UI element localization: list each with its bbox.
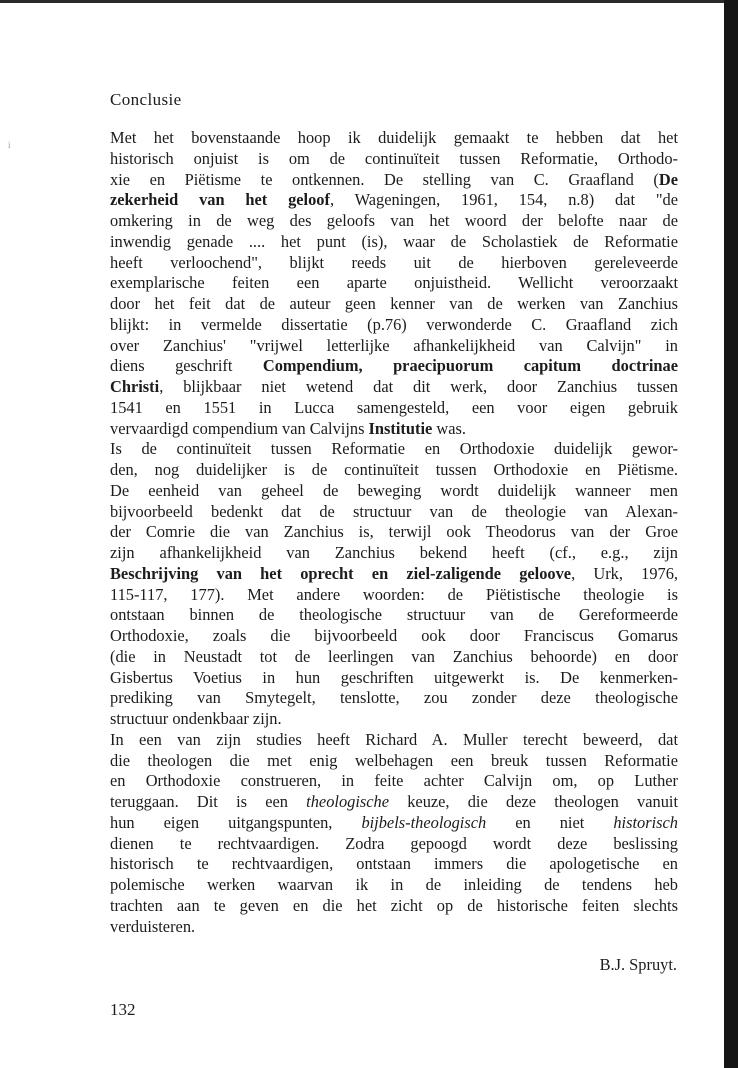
text-run: De eenheid van geheel de beweging wordt duidelijk wanneer men <box>110 480 678 500</box>
text-run: die theologen die met enig welbehagen een breuk tussen Reformatie <box>110 750 678 770</box>
text-line <box>110 688 678 709</box>
text-line <box>110 502 678 523</box>
text-run: blijkt: in vermelde dissertatie (p.76) verwonderde C. Graafland zich <box>110 314 678 334</box>
text-run: door het feit dat de auteur geen kenner van de werken van Zanchius <box>110 294 678 313</box>
text-line <box>110 709 678 730</box>
text-line <box>110 792 678 813</box>
text-run: diens geschrift <box>110 356 263 376</box>
text-run: Gisbertus Voetius in hun geschriften uitgewerkt is. De kenmerken- <box>110 667 678 687</box>
text-run: structuur ondenkbaar zijn. <box>110 709 282 728</box>
text-line <box>110 460 678 481</box>
text-line <box>110 419 678 440</box>
text-line <box>110 543 678 564</box>
text-run: heeft verloochend", blijkt reeds uit de hierboven gereleveerde <box>110 252 678 272</box>
italic-text: theologische <box>306 792 390 811</box>
text-run: In een van zijn studies heeft Richard A. Muller terecht beweerd, dat <box>110 729 678 749</box>
italic-text: bijbels-theologisch <box>361 812 487 832</box>
text-line <box>110 481 678 502</box>
bold-text: Compendium, praecipuorum capitum doctrinae <box>262 356 678 376</box>
text-line <box>110 751 678 772</box>
text-run: vervaardigd compendium van Calvijns <box>110 418 369 438</box>
bold-text: Beschrijving van het oprecht en ziel-zaligende geloove <box>110 563 572 583</box>
text-line <box>110 398 678 419</box>
text-line <box>110 854 678 875</box>
text-run: , Urk, 1976, <box>571 563 679 583</box>
text-run: , Wageningen, 1961, 154, n.8) dat "de <box>329 190 678 210</box>
text-line <box>110 834 678 855</box>
text-line <box>110 647 678 668</box>
text-run: historisch te rechtvaardigen, ontstaan immers die apologetische en <box>110 854 678 874</box>
text-run: dienen te rechtvaardigen. Zodra gepoogd wordt deze beslissing <box>110 833 678 853</box>
text-line <box>110 522 678 543</box>
text-line <box>110 377 678 398</box>
text-line <box>110 668 678 689</box>
text-line <box>110 564 678 585</box>
text-run: 115-117, 177). Met andere woorden: de Piëtistische theologie is <box>110 584 678 604</box>
text-line <box>110 232 678 253</box>
text-line <box>110 170 678 191</box>
bold-text: Christi <box>110 377 160 396</box>
author-signature: B.J. Spruyt. <box>599 955 677 974</box>
text-run: teruggaan. Dit is een <box>110 792 307 811</box>
page-top-edge <box>0 0 738 3</box>
text-run: prediking van Smytegelt, tenslotte, zou zonder deze theologische <box>110 688 678 708</box>
text-run: ontstaan binnen de theologische structuur van de Gereformeerde <box>110 605 678 625</box>
text-line <box>110 273 678 294</box>
text-run: den, nog duidelijker is de continuïteit tussen Orthodoxie en Piëtisme. <box>110 460 678 479</box>
text-run: over Zanchius' "vrijwel letterlijke afhankelijkheid van Calvijn" in <box>110 335 678 355</box>
bold-text: zekerheid van het geloof <box>110 190 330 210</box>
scan-right-edge <box>724 0 738 1068</box>
text-run: 1541 en 1551 in Lucca samengesteld, een voor eigen gebruik <box>110 397 678 417</box>
text-line <box>110 917 678 938</box>
text-line <box>110 190 678 211</box>
text-line <box>110 315 678 336</box>
text-line <box>110 211 678 232</box>
text-run: Orthodoxie, zoals die bijvoorbeeld ook door Franciscus Gomarus <box>110 626 678 645</box>
text-line <box>110 813 678 834</box>
text-run: polemische werken waarvan ik in de inleiding de tendens heb <box>110 875 678 894</box>
text-line <box>110 896 678 917</box>
text-line <box>110 128 678 149</box>
text-run: inwendig genade .... het punt (is), waar de Scholastiek de Reformatie <box>110 231 678 251</box>
bold-text: De <box>658 169 678 189</box>
text-run: en Orthodoxie construeren, in feite achter Calvijn om, op Luther <box>110 771 678 791</box>
text-run: (die in Neustadt tot de leerlingen van Zanchius behoorde) en door <box>110 646 678 666</box>
text-run: en niet <box>486 812 614 832</box>
text-run: was. <box>432 418 466 438</box>
text-run: zijn afhankelijkheid van Zanchius bekend heeft (cf., e.g., zijn <box>110 543 678 562</box>
text-run: xie en Piëtisme te ontkennen. De stelling van C. Graafland ( <box>110 169 659 189</box>
bold-text: Institutie <box>368 418 433 438</box>
text-line <box>110 149 678 170</box>
text-run: , blijkbaar niet wetend dat dit werk, door Zanchius tussen <box>159 377 678 396</box>
text-line <box>110 356 678 377</box>
text-line <box>110 253 678 274</box>
page-number: 132 <box>110 1000 136 1019</box>
text-run: der Comrie die van Zanchius is, terwijl ook Theodorus van der Groe <box>110 522 678 542</box>
text-line <box>110 771 678 792</box>
italic-text: historisch <box>613 812 678 832</box>
text-run: verduisteren. <box>110 916 196 936</box>
text-line <box>110 336 678 357</box>
text-run: omkering in de weg des geloofs van het woord der belofte naar de <box>110 211 678 230</box>
margin-mark: i <box>8 140 11 150</box>
text-line <box>110 875 678 896</box>
text-line <box>110 626 678 647</box>
text-run: keuze, die deze theologen vanuit <box>389 792 679 811</box>
text-line <box>110 585 678 606</box>
text-run: trachten aan te geven en die het zicht op de historische feiten slechts <box>110 895 678 915</box>
text-line <box>110 439 678 460</box>
text-run: exemplarische feiten een aparte onjuistheid. Wellicht veroorzaakt <box>110 273 678 293</box>
text-run: bijvoorbeeld bedenkt dat de structuur van de theologie van Alexan- <box>110 501 678 521</box>
text-line <box>110 730 678 751</box>
text-run: hun eigen uitgangspunten, <box>110 812 362 832</box>
body-text <box>110 128 678 937</box>
text-line <box>110 294 678 315</box>
text-run: Met het bovenstaande hoop ik duidelijk gemaakt te hebben dat het <box>110 128 678 147</box>
section-heading: Conclusie <box>110 90 182 109</box>
text-run: Is de continuïteit tussen Reformatie en Orthodoxie duidelijk gewor- <box>110 439 678 459</box>
text-line <box>110 605 678 626</box>
text-run: historisch onjuist is om de continuïteit tussen Reformatie, Orthodo- <box>110 148 678 168</box>
